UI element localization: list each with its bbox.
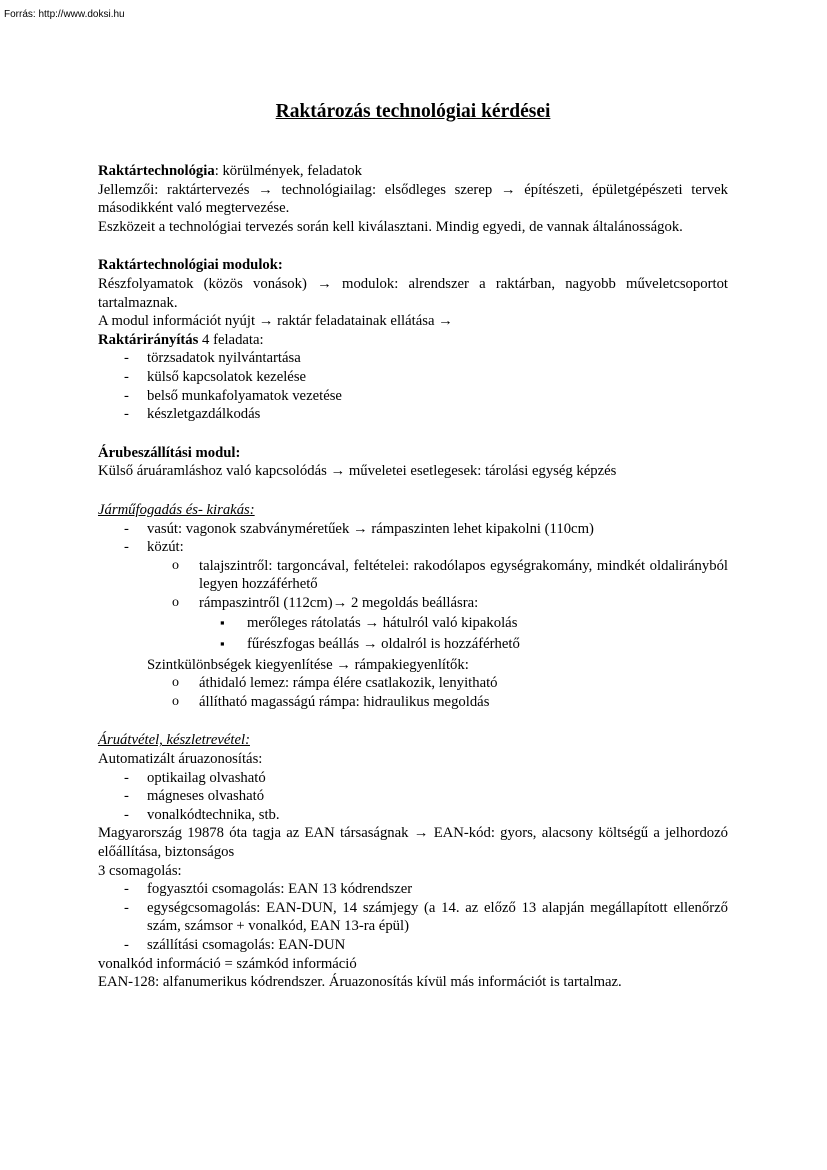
sub-sub-list-item: ▪ merőleges rátolatás → hátulról való kipakolás [98, 614, 728, 633]
heading-bold: Raktártechnológia [98, 163, 215, 179]
section-raktartechnologia [98, 162, 728, 236]
sub-list-item: o áthidaló lemez: rámpa élére csatlakozik, lenyitható [98, 674, 728, 693]
sub-sub-list-item: ▪ fűrészfogas beállás → oldalról is hozzáférhető [98, 635, 728, 654]
section-heading [98, 162, 728, 181]
list-item: - törzsadatok nyilvántartása [98, 349, 728, 368]
paragraph: Magyarország 19878 óta tagja az EAN társaságnak → EAN-kód: gyors, alacsony költségű a jelhordozó előállítása, biztonságos [98, 825, 728, 860]
paragraph: Szintkülönbségek kiegyenlítése → rámpakiegyenlítők: [147, 656, 469, 673]
sub-list-item: o állítható magasságú rámpa: hidraulikus megoldás [98, 693, 728, 712]
document-body [98, 100, 728, 992]
list-item: - egységcsomagolás: EAN-DUN, 14 számjegy (a 14. az előző 13 alapján megállapított ellenőrző szám, számsor + vonalkód, EAN 13-ra épül) [98, 899, 728, 936]
section-aruatvetel [98, 731, 728, 991]
page-title: Raktározás technológiai kérdései [275, 101, 551, 122]
paragraph: A modul információt nyújt → raktár feladatainak ellátása → [98, 313, 453, 330]
section-heading: Árubeszállítási modul: [98, 444, 241, 461]
list-item: - fogyasztói csomagolás: EAN 13 kódrendszer [98, 880, 728, 899]
list-item: - szállítási csomagolás: EAN-DUN [98, 936, 728, 955]
list-item: - vonalkódtechnika, stb. [98, 806, 728, 825]
section-heading: Raktártechnológiai modulok: [98, 257, 283, 274]
paragraph: Külső áruáramláshoz való kapcsolódás → műveletei esetlegesek: tárolási egység képzés [98, 463, 617, 480]
paragraph: EAN-128: alfanumerikus kódrendszer. Áruazonosítás kívül más információt is tartalmaz. [98, 974, 622, 991]
list-item: - közút: [98, 538, 728, 557]
section-arubeszallitas [98, 444, 728, 481]
section-heading: Járműfogadás és- kirakás: [98, 501, 255, 518]
list-item: - mágneses olvasható [98, 787, 728, 806]
list-item: - külső kapcsolatok kezelése [98, 368, 728, 387]
paragraph [98, 331, 728, 350]
paragraph: vonalkód információ = számkód információ [98, 955, 357, 972]
list-item: - optikailag olvasható [98, 769, 728, 788]
sub-list-item: o rámpaszintről (112cm)→ 2 megoldás beállásra: [98, 594, 728, 613]
paragraph: Eszközeit a technológiai tervezés során kell kiválasztani. Mindig egyedi, de vannak általánosságok. [98, 218, 683, 235]
inline-text: 4 feladata: [198, 331, 264, 348]
paragraph: 3 csomagolás: [98, 862, 182, 879]
paragraph: Részfolyamatok (közös vonások) → modulok: alrendszer a raktárban, nagyobb műveletcsoportot tartalmaznak. [98, 275, 728, 311]
list-item: - belső munkafolyamatok vezetése [98, 387, 728, 406]
source-note: Forrás: http://www.doksi.hu [4, 9, 125, 20]
sub-list-item: o talajszintről: targoncával, feltételei: rakodólapos egységrakomány, mindkét oldalirányból legyen hozzáférhető [98, 557, 728, 594]
list-item: - vasút: vagonok szabványméretűek → rámpaszinten lehet kipakolni (110cm) [98, 520, 728, 539]
heading-rest: : körülmények, feladatok [214, 163, 362, 179]
section-jarmufogadas [98, 501, 728, 712]
paragraph: Automatizált áruazonosítás: [98, 751, 263, 768]
section-modulok [98, 256, 728, 423]
paragraph: Jellemzői: raktártervezés → technológiailag: elsődleges szerep → építészeti, épületgépészeti tervek másodikként való megtervezése. [98, 181, 728, 217]
list-item: - készletgazdálkodás [98, 405, 728, 424]
section-heading: Áruátvétel, készletrevétel: [98, 732, 250, 749]
inline-bold: Raktárirányítás [98, 331, 199, 348]
